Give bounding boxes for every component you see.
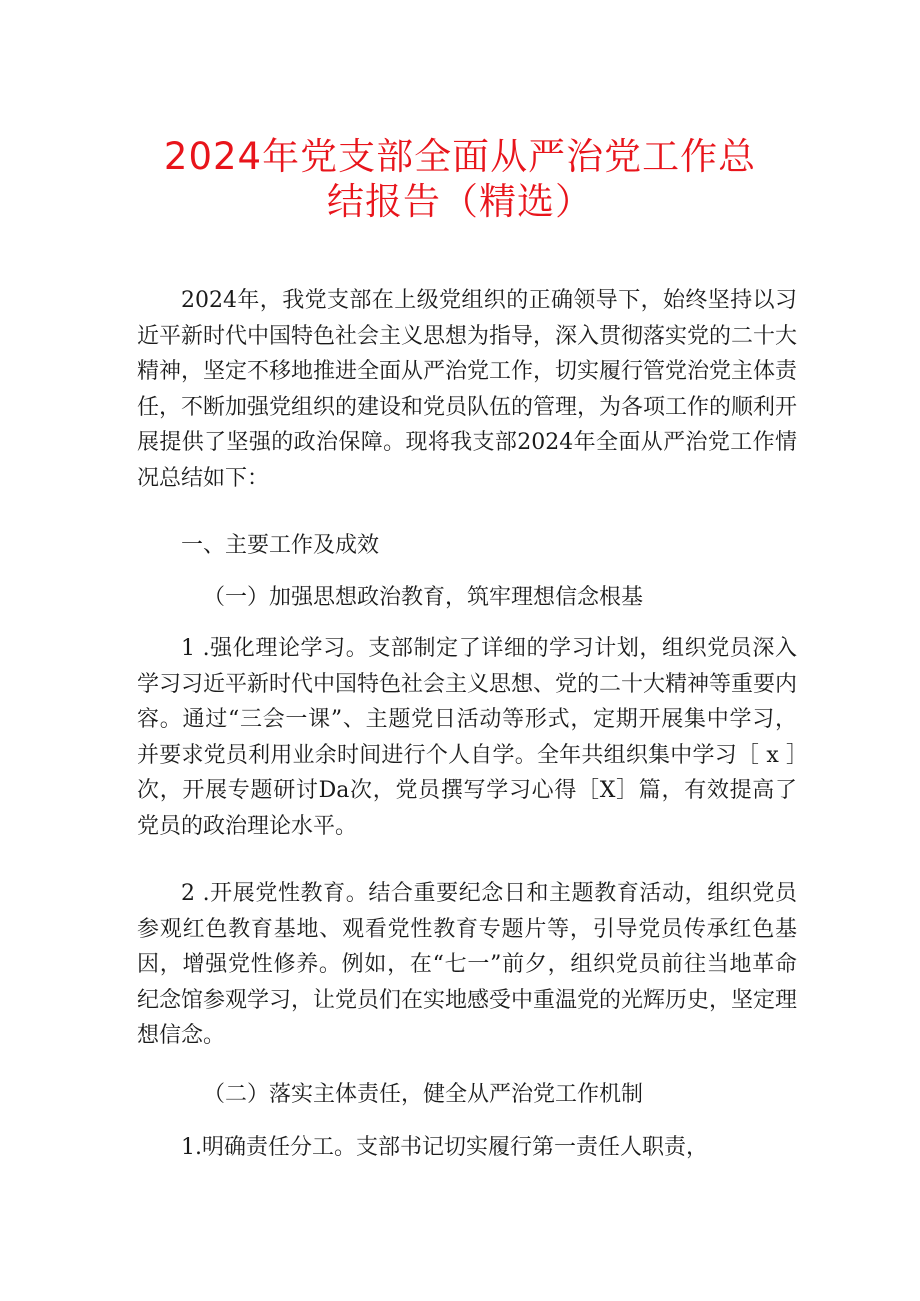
item-3-paragraph: 1.明确责任分工。支部书记切实履行第一责任人职责，	[181, 1135, 708, 1160]
intro-paragraph: 2024年，我党支部在上级党组织的正确领导下，始终坚持以习近平新时代中国特色社会主义思想为指导，深入贯彻落实党的二十大精神，坚定不移地推进全面从严治党工作，切实履行管党治党主体责任，不断加强党组织的建设和党员队伍的管理，为各项工作的顺利开展提供了坚强的政治保障。现将我支部2024年全面从严治党工作情况总结如下：	[137, 288, 798, 491]
item-2-block	[137, 876, 797, 1054]
item-1-paragraph: 1 .强化理论学习。支部制定了详细的学习计划，组织党员深入学习习近平新时代中国特色社会主义思想、党的二十大精神等重要内容。通过“三会一课”、主题党日活动等形式，定期开展集中学习，并要求党员利用业余时间进行个人自学。全年共组织集中学习［ x ］次，开展专题研讨Da次，党员撰写学习心得［X］篇，有效提高了党员的政治理论水平。	[137, 636, 798, 839]
item-3-block	[137, 1130, 797, 1166]
intro-block	[137, 283, 797, 497]
subsection-2-block	[137, 1077, 797, 1113]
section-1-heading: 一、主要工作及成效	[181, 533, 380, 558]
item-1-block	[137, 631, 797, 845]
subsection-1-heading: （一）加强思想政治教育，筑牢理想信念根基	[203, 585, 644, 610]
section-1-block	[137, 528, 797, 564]
document-title-line-1: 2024年党支部全面从严治党工作总	[163, 135, 757, 178]
item-2-paragraph: 2 .开展党性教育。结合重要纪念日和主题教育活动，组织党员参观红色教育基地、观看党性教育专题片等，引导党员传承红色基因，增强党性修养。例如，在“七一”前夕，组织党员前往当地革命纪念馆参观学习，让党员们在实地感受中重温党的光辉历史，坚定理想信念。	[137, 881, 798, 1049]
subsection-2-heading: （二）落实主体责任，健全从严治党工作机制	[203, 1082, 644, 1107]
subsection-1-block	[137, 580, 797, 616]
document-title-line-2: 结报告（精选）	[327, 180, 593, 223]
